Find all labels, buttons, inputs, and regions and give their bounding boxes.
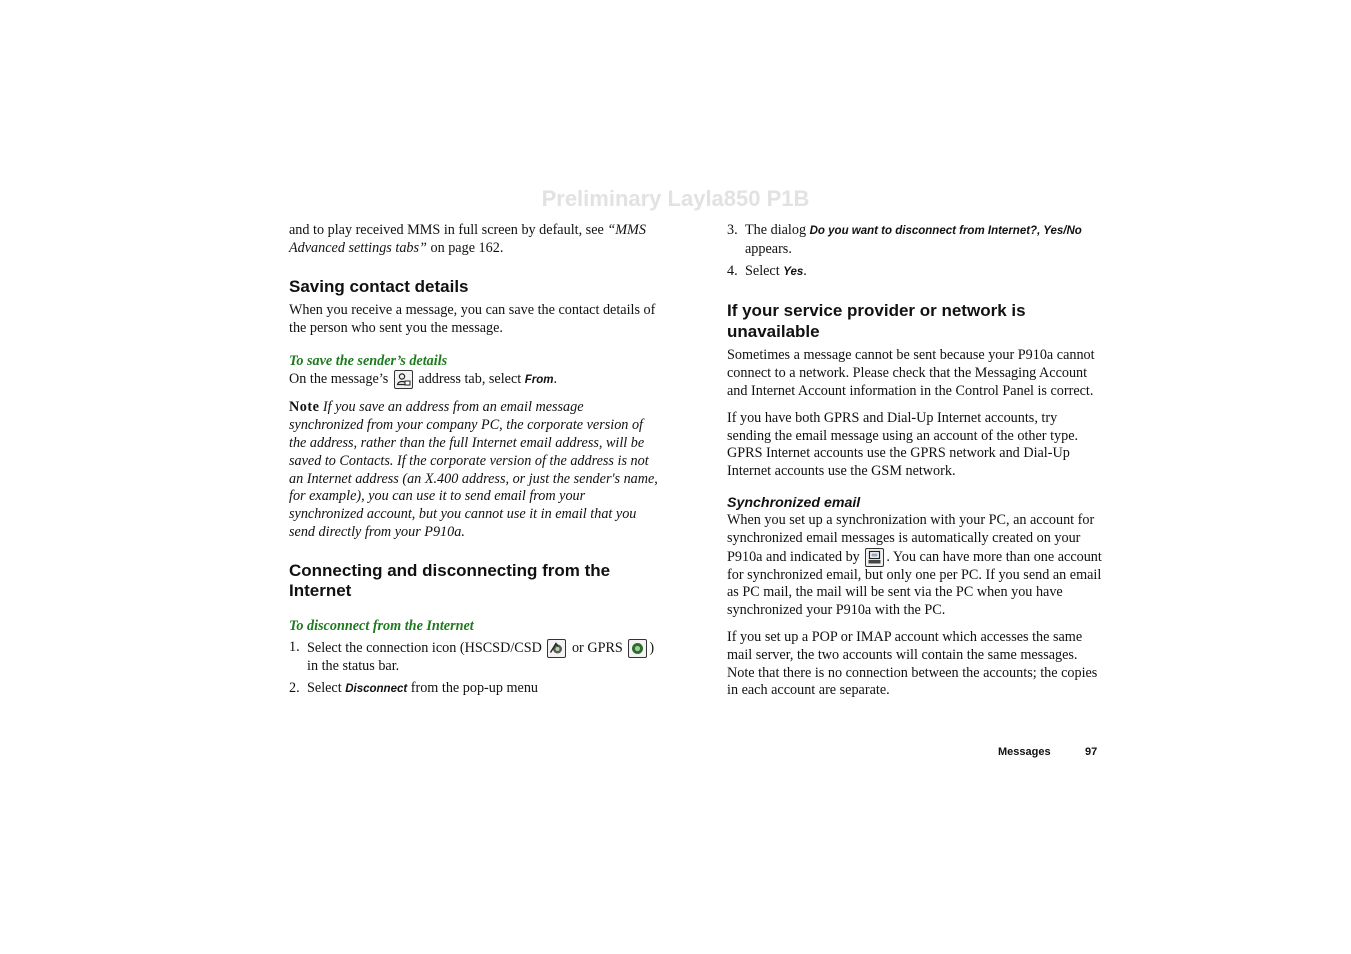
disconnect-steps-continued bbox=[727, 222, 1102, 281]
sync-paragraph-2: If you set up a POP or IMAP account which accesses the same mail server, the two accounts will contain the same messages. Note that there is no connection between the accounts; the copies in each account are separate. bbox=[727, 628, 1098, 699]
footer-page-number: 97 bbox=[1085, 746, 1098, 758]
list-item: 1. Select the connection icon (HSCSD/CSD or GPRS ) in the status bar. bbox=[289, 638, 655, 674]
heading-service-unavailable: If your service provider or network is unavailable bbox=[727, 301, 1026, 341]
disconnect-steps-list bbox=[289, 639, 661, 699]
left-column bbox=[289, 222, 661, 698]
note-paragraph: Note If you save an address from an email message synchronized from your company PC, the corporate version of the address, rather than the full Internet email address, will be saved to Contacts. If the corporate version of the address is not an Internet address (an X.400 address, or just the sender's name, for example), you can use it to send email from your synchronized account, but you cannot use it in email that you send directly from your P910a. bbox=[289, 399, 658, 541]
intro-paragraph: and to play received MMS in full screen by default, see “MMS Advanced settings tabs” on page 162. bbox=[289, 222, 646, 256]
list-item: 4. Select Yes. bbox=[727, 262, 807, 279]
right-column bbox=[727, 222, 1102, 700]
gprs-connection-icon[interactable] bbox=[628, 639, 647, 658]
watermark: Preliminary Layla850 P1B bbox=[541, 186, 810, 211]
address-tab-icon bbox=[394, 370, 413, 389]
subheading-synchronized-email: Synchronized email bbox=[727, 494, 861, 511]
saving-body: When you receive a message, you can save the contact details of the person who sent you the message. bbox=[289, 302, 656, 336]
subheading-disconnect: To disconnect from the Internet bbox=[289, 617, 474, 634]
heading-connecting-internet: Connecting and disconnecting from the Internet bbox=[289, 560, 611, 601]
list-item: 2. Select Disconnect from the pop-up menu bbox=[289, 679, 539, 696]
save-instruction: On the message’s address tab, select From. bbox=[289, 370, 558, 387]
cross-reference-link[interactable]: “MMS Advanced settings tabs” bbox=[289, 222, 646, 256]
heading-saving-contact-details: Saving contact details bbox=[289, 276, 469, 296]
subheading-save-sender: To save the sender’s details bbox=[289, 352, 448, 369]
footer-section-name: Messages bbox=[998, 746, 1051, 758]
sync-paragraph-1: When you set up a synchronization with your PC, an account for synchronized email messages is automatically created on your P910a and indicated by . You can have more than one account for synchronized email, but only one per PC. If you send an email as PC mail, the mail will be sent via the PC when you have synchronized your P910a with the PC. bbox=[727, 511, 1102, 619]
list-item: 3. The dialog Do you want to disconnect from Internet?, Yes/No appears. bbox=[727, 222, 1082, 257]
service-paragraph-1: Sometimes a message cannot be sent because your P910a cannot connect to a network. Please check that the Messaging Account and Internet Account information in the Control Panel is correct. bbox=[727, 347, 1095, 399]
pc-sync-account-icon bbox=[865, 548, 884, 567]
service-paragraph-2: If you have both GPRS and Dial-Up Internet accounts, try sending the email message using an account of the other type. GPRS Internet accounts use the GPRS network and Dial-Up Internet accounts use the GSM network. bbox=[727, 409, 1079, 480]
hscsd-connection-icon[interactable] bbox=[547, 639, 566, 658]
